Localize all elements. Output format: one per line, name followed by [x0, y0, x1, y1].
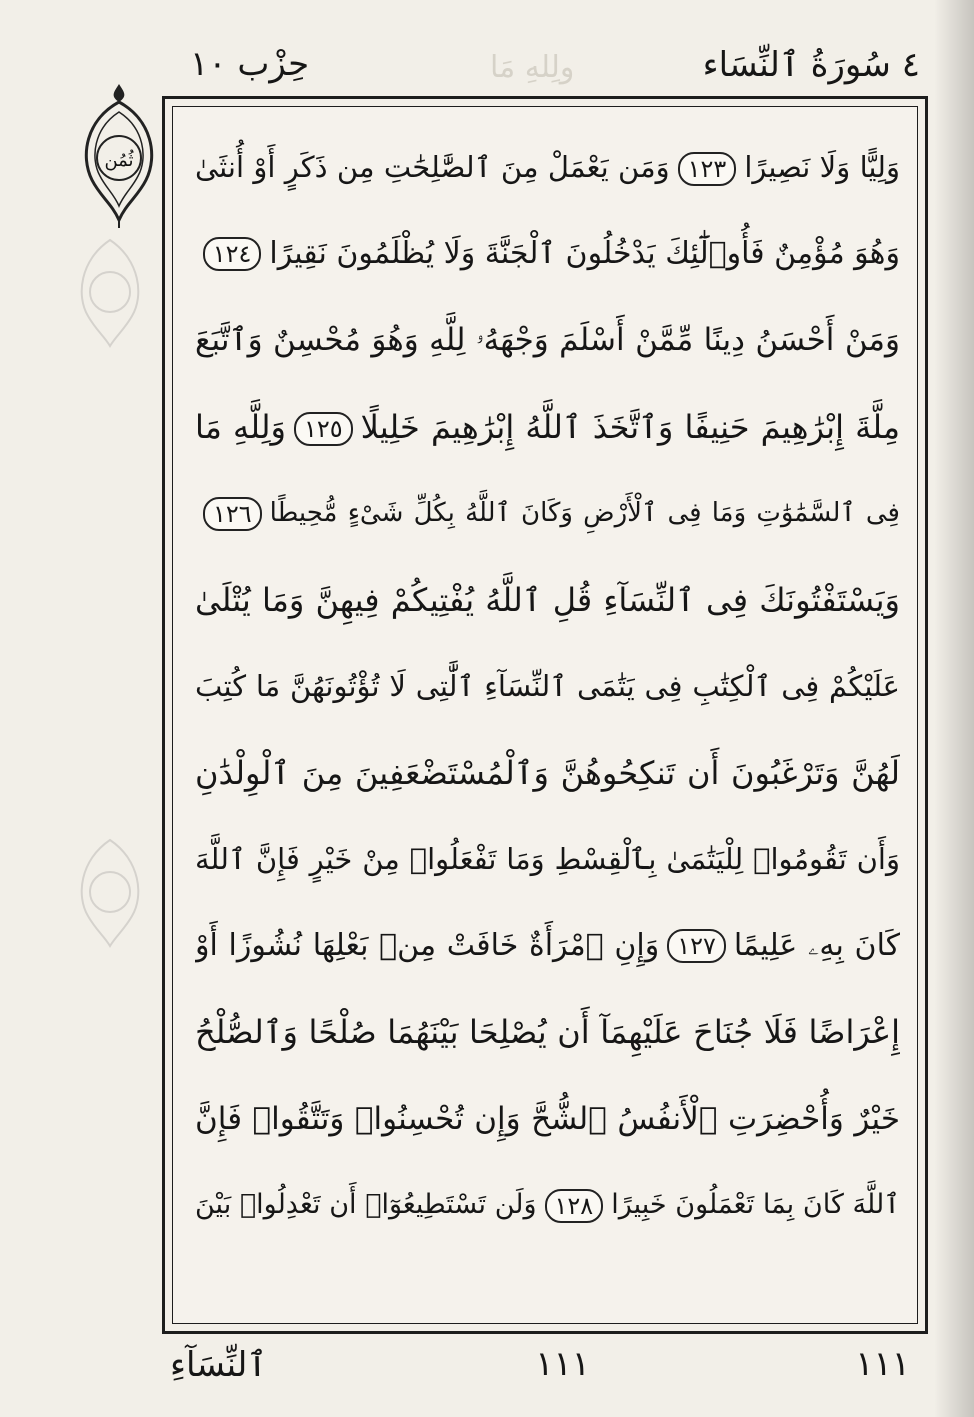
ayah-text: فِى ٱلسَّمَٰوَٰتِ وَمَا فِى ٱلْأَرْضِ وَكَانَ ٱللَّهُ بِكُلِّ شَىْءٍ مُّحِيطًا — [269, 498, 900, 528]
text-line — [195, 124, 900, 210]
faded-ornament-icon — [70, 830, 150, 950]
ayah-number-marker: ١٢٦ — [203, 497, 262, 531]
page-header — [160, 40, 930, 96]
page-number: ١١١ — [855, 1344, 910, 1384]
ayah-text: وَلِيًّا وَلَا نَصِيرًا — [744, 150, 900, 184]
text-line — [195, 557, 900, 643]
text-line — [195, 384, 900, 470]
quran-text — [195, 124, 900, 1314]
ayah-number-marker: ١٢٨ — [545, 1189, 604, 1223]
ayah-text: خَيْرٌ وَأُحْضِرَتِ ٱلْأَنفُسُ ٱلشُّحَّ وَإِن تُحْسِنُوا۟ وَتَتَّقُوا۟ فَإِنَّ — [195, 1100, 900, 1137]
ayah-number-marker: ١٢٤ — [203, 237, 262, 271]
ayah-text: وَلِلَّهِ مَا — [195, 407, 286, 446]
text-line — [195, 297, 900, 383]
thumun-ornament-icon — [74, 80, 164, 230]
page-number-center: ١١١ — [535, 1344, 590, 1384]
ayah-text: وَهُوَ مُؤْمِنٌ فَأُو۟لَٰٓئِكَ يَدْخُلُونَ ٱلْجَنَّةَ وَلَا يُظْلَمُونَ نَقِيرًا — [269, 235, 900, 271]
surah-title: ٤ سُورَةُ ٱلنِّسَاء — [702, 45, 920, 85]
ayah-number-marker: ١٢٣ — [678, 152, 737, 186]
ayah-text: ٱللَّهَ كَانَ بِمَا تَعْمَلُونَ خَبِيرًا — [611, 1189, 900, 1220]
header-show-through-text: ولِلهِ مَا — [490, 50, 575, 85]
ayah-text: وَيَسْتَفْتُونَكَ فِى ٱلنِّسَآءِ قُلِ ٱللَّهُ يُفْتِيكُمْ فِيهِنَّ وَمَا يُتْلَىٰ — [195, 580, 900, 619]
ayah-text: لَهُنَّ وَتَرْغَبُونَ أَن تَنكِحُوهُنَّ وَٱلْمُسْتَضْعَفِينَ مِنَ ٱلْوِلْدَٰنِ — [195, 753, 900, 792]
binding-shadow — [934, 0, 974, 1417]
ayah-number-marker: ١٢٥ — [294, 412, 353, 446]
ayah-text: وَأَن تَقُومُوا۟ لِلْيَتَٰمَىٰ بِٱلْقِسْطِ وَمَا تَفْعَلُوا۟ مِنْ خَيْرٍ فَإِنَّ ٱللَّهَ — [195, 842, 900, 876]
text-line — [195, 643, 900, 729]
ayah-text: كَانَ بِهِۦ عَلِيمًا — [733, 927, 900, 963]
footer-surah-name: ٱلنِّسَآءِ — [170, 1345, 268, 1385]
ayah-text: إِعْرَاضًا فَلَا جُنَاحَ عَلَيْهِمَآ أَن يُصْلِحَا بَيْنَهُمَا صُلْحًا وَٱلصُّلْحُ — [195, 1013, 900, 1051]
text-line — [195, 1162, 900, 1248]
ayah-text: وَلَن تَسْتَطِيعُوٓا۟ أَن تَعْدِلُوا۟ بَيْنَ — [195, 1189, 537, 1220]
text-line — [195, 903, 900, 989]
text-line — [195, 989, 900, 1075]
text-line — [195, 1076, 900, 1162]
thumun-ornament-label: ثُمُن — [104, 150, 134, 171]
ayah-text: مِلَّةَ إِبْرَٰهِيمَ حَنِيفًا وَٱتَّخَذَ ٱللَّهُ إِبْرَٰهِيمَ خَلِيلًا — [360, 407, 900, 446]
ayah-text: وَإِنِ ٱمْرَأَةٌ خَافَتْ مِنۢ بَعْلِهَا نُشُوزًا أَوْ — [195, 927, 660, 963]
ayah-text: وَمَنْ أَحْسَنُ دِينًا مِّمَّنْ أَسْلَمَ وَجْهَهُۥ لِلَّهِ وَهُوَ مُحْسِنٌ وَٱتَّبَعَ — [195, 322, 900, 358]
text-line — [195, 470, 900, 556]
ayah-number-marker: ١٢٧ — [667, 929, 726, 963]
page-footer — [160, 1338, 930, 1398]
ayah-text: وَمَن يَعْمَلْ مِنَ ٱلصَّٰلِحَٰتِ مِن ذَكَرٍ أَوْ أُنثَىٰ — [195, 150, 670, 184]
faded-ornament-icon — [70, 230, 150, 350]
text-line — [195, 211, 900, 297]
text-line — [195, 730, 900, 816]
hizb-label: حِزْب ١٠ — [190, 44, 310, 84]
ayah-text: عَلَيْكُمْ فِى ٱلْكِتَٰبِ فِى يَتَٰمَى ٱلنِّسَآءِ ٱلَّٰتِى لَا تُؤْتُونَهُنَّ مَا كُتِبَ — [195, 669, 900, 703]
text-line — [195, 816, 900, 902]
